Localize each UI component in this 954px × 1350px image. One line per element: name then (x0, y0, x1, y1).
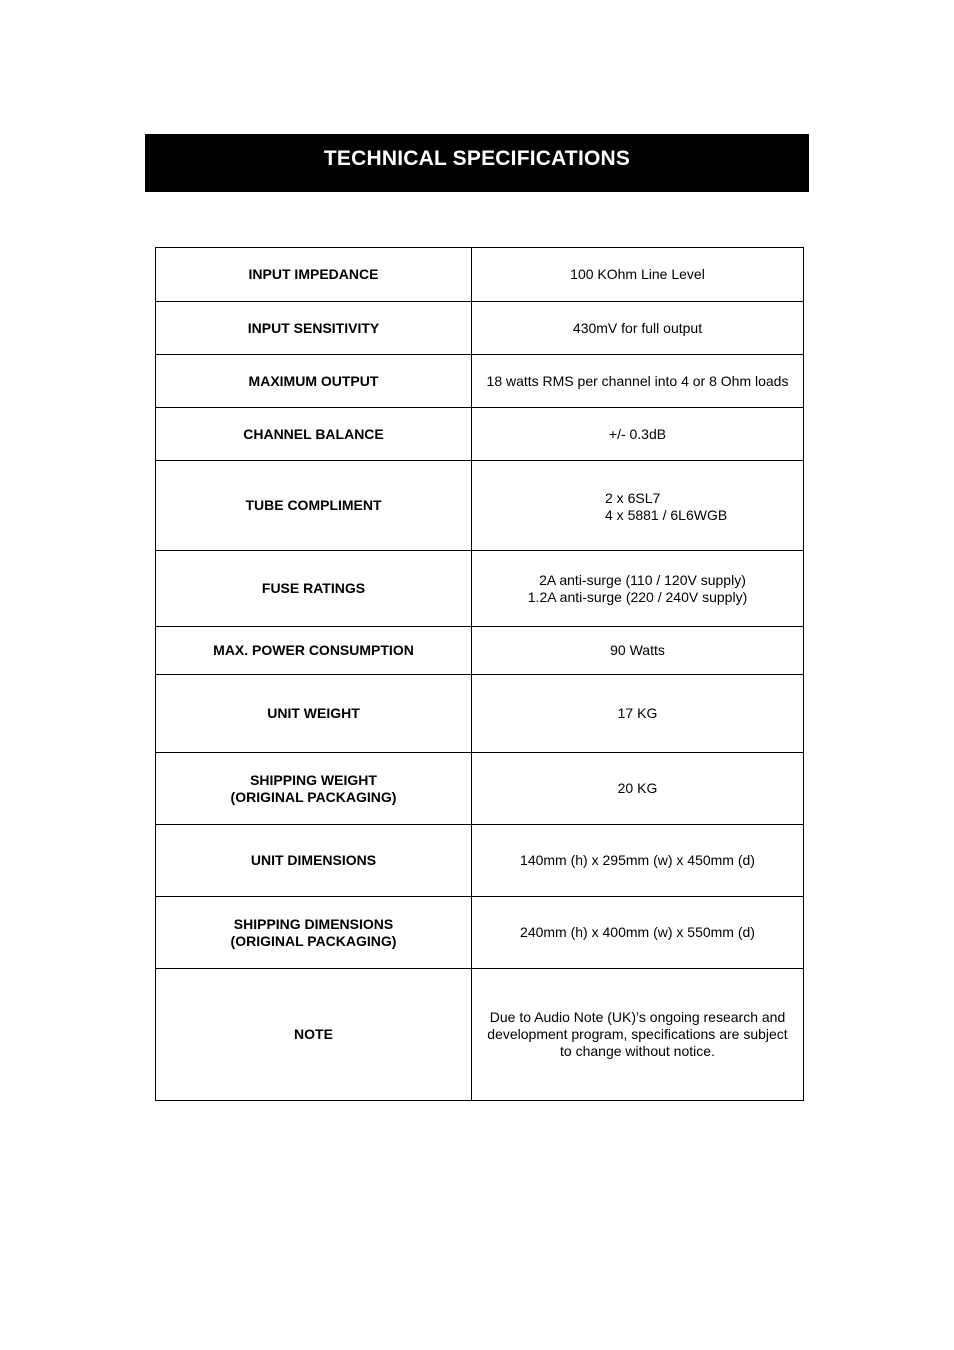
spec-value: 100 KOhm Line Level (472, 248, 804, 302)
table-row (156, 355, 804, 408)
spec-label: FUSE RATINGS (156, 551, 472, 627)
table-row (156, 248, 804, 302)
spec-value: 90 Watts (472, 627, 804, 675)
spec-label: INPUT SENSITIVITY (156, 302, 472, 355)
spec-value: 2A anti-surge (110 / 120V supply) 1.2A anti-surge (220 / 240V supply) (472, 551, 804, 627)
spec-label: INPUT IMPEDANCE (156, 248, 472, 302)
spec-label: UNIT DIMENSIONS (156, 825, 472, 897)
table-row (156, 897, 804, 969)
spec-value: 240mm (h) x 400mm (w) x 550mm (d) (472, 897, 804, 969)
spec-value: 140mm (h) x 295mm (w) x 450mm (d) (472, 825, 804, 897)
table-row (156, 551, 804, 627)
specifications-table (155, 247, 804, 1101)
spec-label: MAX. POWER CONSUMPTION (156, 627, 472, 675)
spec-label: SHIPPING DIMENSIONS (ORIGINAL PACKAGING) (156, 897, 472, 969)
spec-value: 20 KG (472, 753, 804, 825)
spec-label: TUBE COMPLIMENT (156, 461, 472, 551)
page-title: TECHNICAL SPECIFICATIONS (323, 147, 631, 170)
table-row (156, 408, 804, 461)
table-row (156, 627, 804, 675)
spec-value: 2 x 6SL7 4 x 5881 / 6L6WGB (472, 461, 804, 551)
spec-label: SHIPPING WEIGHT (ORIGINAL PACKAGING) (156, 753, 472, 825)
table-row (156, 302, 804, 355)
spec-value: +/- 0.3dB (472, 408, 804, 461)
table-row (156, 675, 804, 753)
spec-label: MAXIMUM OUTPUT (156, 355, 472, 408)
spec-label: NOTE (156, 969, 472, 1101)
spec-value: 18 watts RMS per channel into 4 or 8 Ohm loads (472, 355, 804, 408)
spec-value: 430mV for full output (472, 302, 804, 355)
spec-label: CHANNEL BALANCE (156, 408, 472, 461)
spec-value: Due to Audio Note (UK)’s ongoing research and development program, specifications are subject to change without notice. (472, 969, 804, 1101)
table-row (156, 753, 804, 825)
table-row (156, 825, 804, 897)
spec-value: 17 KG (472, 675, 804, 753)
title-bar (145, 134, 809, 192)
spec-label: UNIT WEIGHT (156, 675, 472, 753)
table-row (156, 969, 804, 1101)
table-row (156, 461, 804, 551)
